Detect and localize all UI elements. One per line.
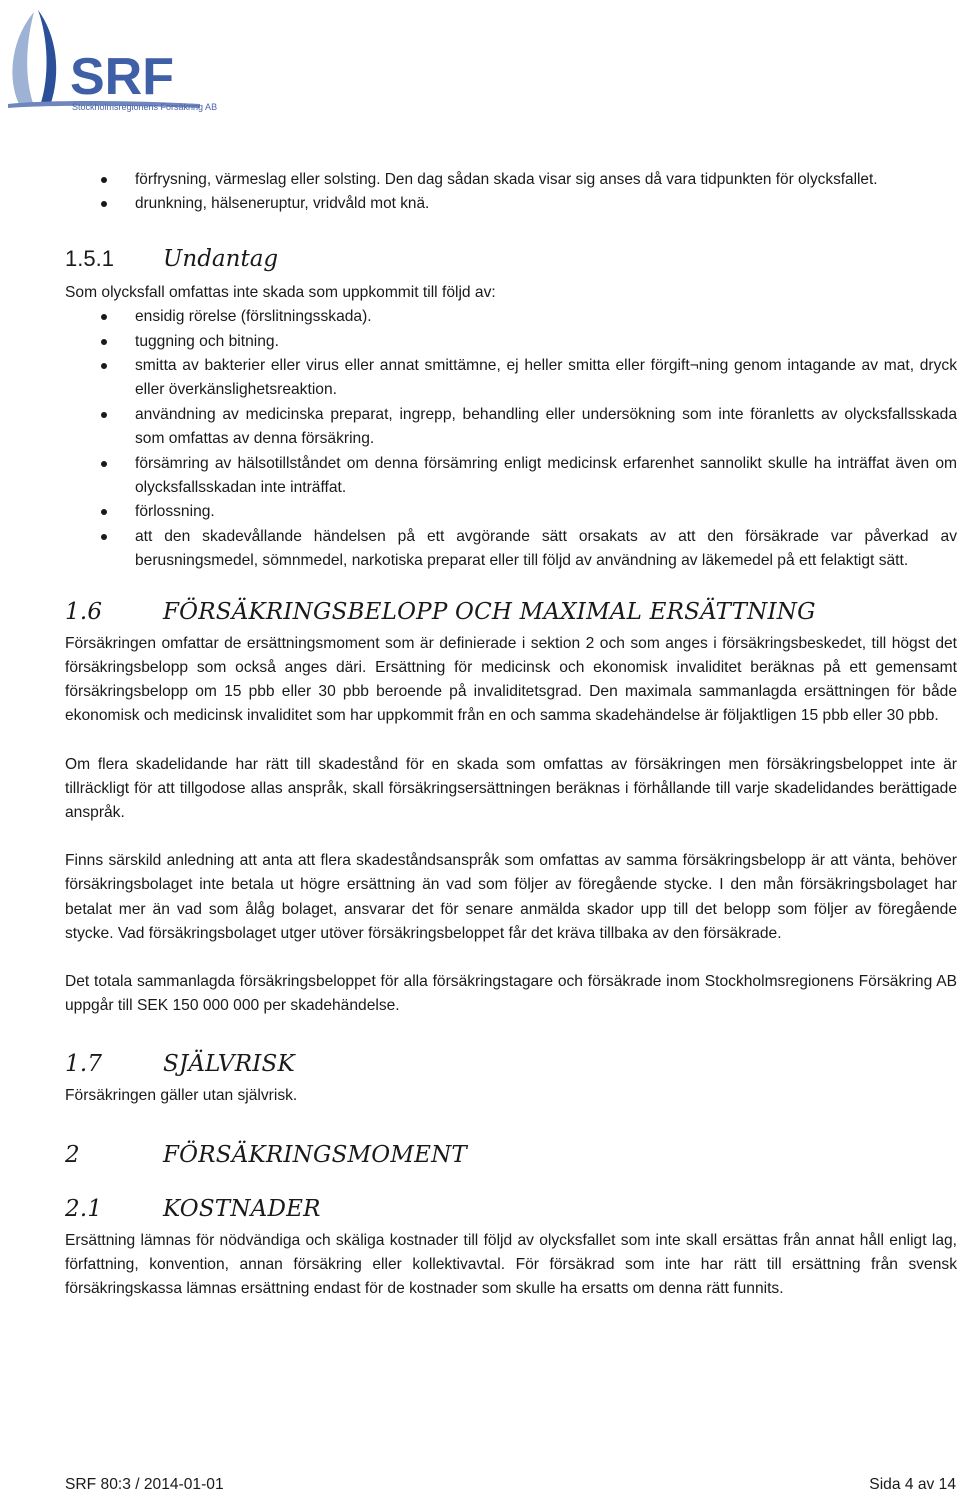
paragraph: Det totala sammanlagda försäkringsbeloppet för alla försäkringstagare och försäkrade inom Stockholmsregionens Försäkring AB uppgår till SEK 150 000 000 per skadehändelse. [65,972,957,1015]
bullet-icon [101,509,107,515]
exclusions-list [65,305,957,573]
heading-1-7: 1.7 SJÄLVRISK [65,1051,295,1078]
list-item: att den skadevållande händelsen på ett avgörande sätt orsakats av att den försäkrade var påverkad av berusningsmedel, sömnmedel, narkotiska preparat eller till följd av användning av läkemedel på ett felaktigt sätt. [65,525,957,574]
document-body [65,168,957,1301]
paragraph: Om flera skadelidande har rätt till skadestånd för en skada som omfattas av försäkringen men försäkringsbeloppet inte är tillräckligt för att tillgodose allas anspråk, skall försäkringsersättningen beräknas i förhållande till varje skadelidandes berättigade anspråk. [65,755,957,821]
exclusions-intro: Som olycksfall omfattas inte skada som uppkommit till följd av: [65,283,496,301]
heading-1-5-1: 1.5.1 Undantag [65,245,279,272]
bullet-list-top [65,168,957,217]
bullet-icon [101,461,107,467]
list-item: förlossning. [65,500,957,524]
srf-logo [4,8,218,112]
logo-subtitle: Stockholmsregionens Försäkring AB [72,102,218,112]
bullet-icon [101,534,107,540]
paragraph: Försäkringen omfattar de ersättningsmoment som är definierade i sektion 2 och som anges i försäkringsbeskedet, till högst det försäkringsbelopp som också anges däri. Ersättning för medicinsk och ekonomisk invaliditet beräknas på ett gemensamt försäkringsbelopp om 15 pbb eller 30 pbb beroende på invaliditetsgrad. Den maximala sammanlagda ersättningen för både ekonomisk och medicinsk invaliditet som har uppkommit från en och samma skadehändelse är följaktligen 15 pbb eller 30 pbb. [65,634,957,725]
bullet-icon [101,339,107,345]
bullet-icon [101,177,107,183]
svg-text:SRF: SRF [70,48,174,106]
page-number: Sida 4 av 14 [869,1476,956,1493]
list-item: användning av medicinska preparat, ingrepp, behandling eller undersökning som inte föranletts av olycksfallsskada som omfattas av denna försäkring. [65,403,957,452]
page-footer [65,1476,956,1494]
bullet-icon [101,412,107,418]
heading-1-6: 1.6 FÖRSÄKRINGSBELOPP OCH MAXIMAL ERSÄTTNING [65,598,816,625]
sail-logo-icon [4,8,204,112]
list-item: ensidig rörelse (förslitningsskada). [65,305,957,329]
heading-2-1: 2.1 KOSTNADER [65,1195,321,1222]
bullet-icon [101,201,107,207]
list-item: drunkning, hälseneruptur, vridvåld mot knä. [65,192,957,216]
list-item: smitta av bakterier eller virus eller annat smittämne, ej heller smitta eller förgift¬ning genom intagande av mat, dryck eller överkänslighetsreaktion. [65,354,957,403]
bullet-icon [101,314,107,320]
paragraph: Försäkringen gäller utan självrisk. [65,1087,298,1105]
heading-2: 2 FÖRSÄKRINGSMOMENT [65,1141,467,1168]
document-id: SRF 80:3 / 2014-01-01 [65,1476,224,1493]
paragraph: Finns särskild anledning att anta att flera skadeståndsanspråk som omfattas av samma försäkringsbelopp är att vänta, behöver försäkringsbolaget inte betala ut högre ersättning än vad som följer av föregående stycke. I den mån försäkringsbolaget har betalat mer än vad som ålåg bolaget, ansvarar det för senare anmälda skador upp till det belopp som följer av föregående stycke. Vad försäkringsbolaget utger utöver försäkringsbeloppet får det kräva tillbaka av den försäkrade. [65,852,957,942]
list-item: försämring av hälsotillståndet om denna försämring enligt medicinsk erfarenhet sannolikt skulle ha inträffat även om olycksfallsskadan inte inträffat. [65,452,957,501]
list-item: tuggning och bitning. [65,330,957,354]
paragraph: Ersättning lämnas för nödvändiga och skäliga kostnader till följd av olycksfallet som inte skall ersättas från annat håll enligt lag, författning, konvention, annan försäkring eller kollektivavtal. För försäkrad som inte har rätt till ersättning från svensk försäkringskassa lämnas ersättning endast för de kostnader som skulle ha ersatts om denna rätt funnits. [65,1231,957,1297]
bullet-icon [101,363,107,369]
list-item: förfrysning, värmeslag eller solsting. Den dag sådan skada visar sig anses då vara tidpunkten för olycksfallet. [65,168,957,192]
